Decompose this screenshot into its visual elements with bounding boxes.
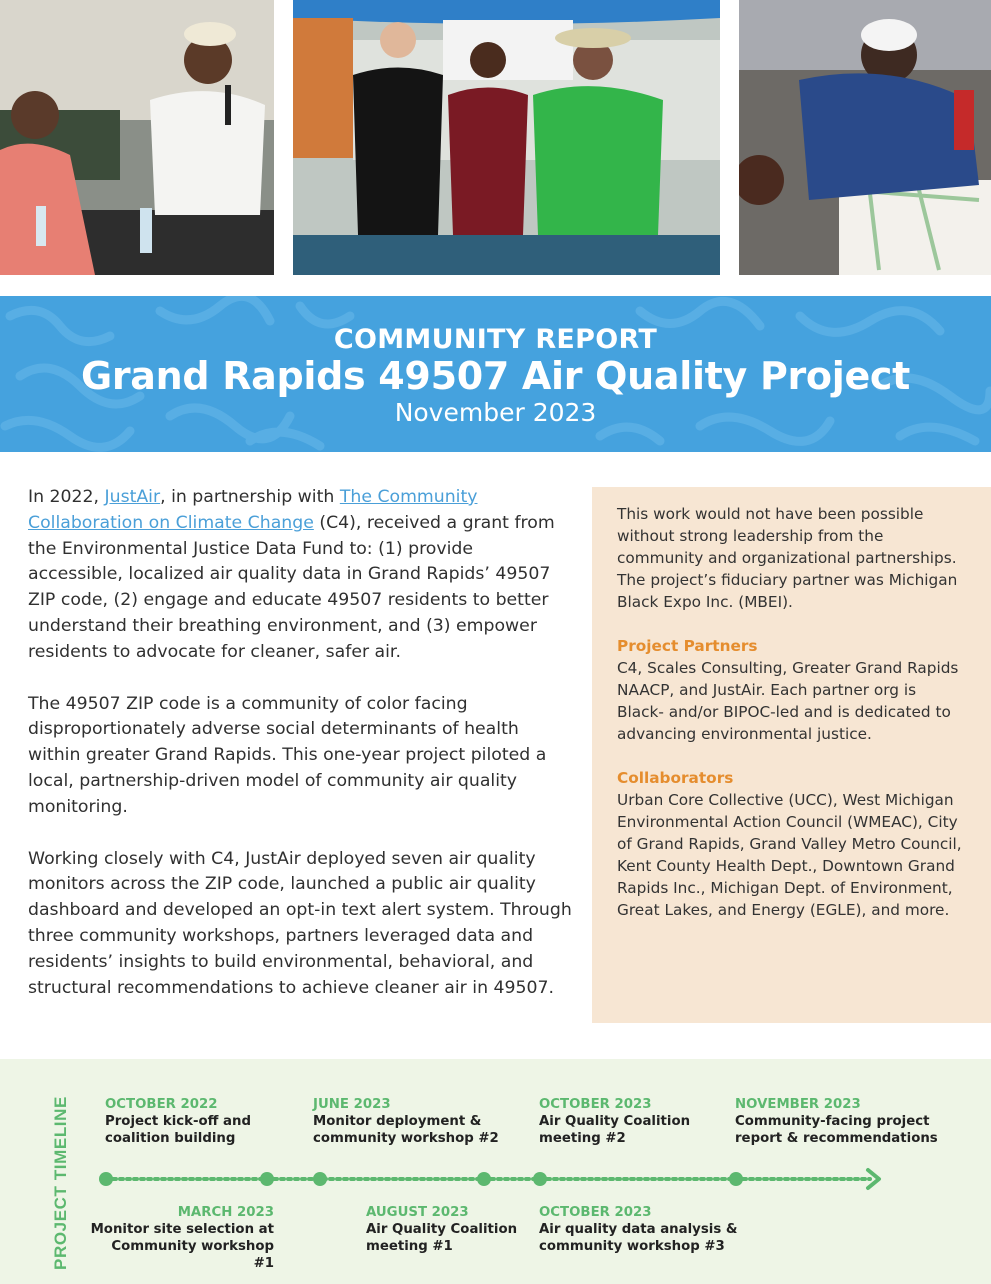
event-desc: community workshop #2 xyxy=(313,1131,499,1146)
partners-box xyxy=(592,487,991,1023)
text-span: (C4), received a grant from the Environmental Justice Data Fund to: (1) provide accessible, localized air quality data in Grand Rapids’ 49507 ZIP code, (2) engage and educate 49507 residents to better understand their breathing environment, and (3) empower residents to advocate for cleaner, safer air. xyxy=(28,512,555,662)
report-date: November 2023 xyxy=(394,398,597,427)
timeline-dot xyxy=(533,1172,547,1186)
timeline-event xyxy=(539,1096,690,1147)
event-desc: Community workshop #1 xyxy=(111,1239,274,1271)
timeline-event xyxy=(105,1096,251,1147)
event-date: OCTOBER 2023 xyxy=(539,1097,652,1112)
intro-paragraph-3: Working closely with C4, JustAir deployed seven air quality monitors across the ZIP code, launched a public air quality dashboard and developed an opt-in text alert system. Through three community workshops, partners leveraged data and residents’ insights to build environmental, behavioral, and structural recommendations to achieve cleaner air in 49507. xyxy=(28,848,572,998)
intro-paragraph-2: The 49507 ZIP code is a community of color facing disproportionately adverse social determinants of health within greater Grand Rapids. This one-year project piloted a local, partnership-driven model of community air quality monitoring. xyxy=(28,693,547,817)
intro-paragraph-1 xyxy=(28,485,573,666)
text-span: , in partnership with xyxy=(160,487,340,507)
timeline-dot xyxy=(477,1172,491,1186)
collaborators-text: Urban Core Collective (UCC), West Michigan Environmental Action Council (WMEAC), City of Grand Rapids, Grand Valley Metro Council, Kent County Health Dept., Downtown Grand Rapids Inc., Michigan Dept. of Environment, Great Lakes, and Energy (EGLE), and more. xyxy=(617,791,962,919)
intro-text xyxy=(28,485,573,1027)
timeline-event xyxy=(313,1096,499,1147)
text-span: In 2022, xyxy=(28,487,105,507)
report-kicker: COMMUNITY REPORT xyxy=(333,324,658,355)
timeline-dot xyxy=(99,1172,113,1186)
page-title: Grand Rapids 49507 Air Quality Project xyxy=(80,354,911,398)
event-desc: coalition building xyxy=(105,1131,236,1146)
event-desc: Air Quality Coalition xyxy=(366,1222,518,1237)
timeline-event xyxy=(90,1204,274,1272)
timeline-dot xyxy=(260,1172,274,1186)
timeline-label: PROJECT TIMELINE xyxy=(51,1096,70,1270)
photo-three-men-at-table xyxy=(293,0,720,275)
event-desc: Project kick-off and xyxy=(105,1114,252,1129)
photo-map-activity xyxy=(739,0,991,275)
partners-text: C4, Scales Consulting, Greater Grand Rapids NAACP, and JustAir. Each partner org is Black- and/or BIPOC-led and is dedicated to advancing environmental justice. xyxy=(617,659,959,743)
c4-link[interactable]: The Community Collaboration on Climate Change xyxy=(28,487,478,533)
event-date: AUGUST 2023 xyxy=(366,1205,469,1220)
event-date: JUNE 2023 xyxy=(313,1097,391,1112)
event-desc: Air quality data analysis & xyxy=(539,1222,738,1237)
timeline-event xyxy=(366,1204,517,1255)
event-desc: report & recommendations xyxy=(735,1131,938,1146)
timeline-dot xyxy=(313,1172,327,1186)
event-date: OCTOBER 2023 xyxy=(539,1205,652,1220)
partners-heading: Project Partners xyxy=(617,637,758,655)
event-date: MARCH 2023 xyxy=(177,1205,274,1220)
timeline-dot xyxy=(729,1172,743,1186)
justair-link[interactable]: JustAir xyxy=(104,487,161,507)
event-desc: meeting #1 xyxy=(366,1239,453,1254)
event-desc: community workshop #3 xyxy=(539,1239,725,1254)
event-desc: Air Quality Coalition xyxy=(539,1114,691,1129)
sidebox-intro: This work would not have been possible without strong leadership from the community and organizational partnerships. The project’s fiduciary partner was Michigan Black Expo Inc. (MBEI). xyxy=(617,505,958,611)
event-desc: meeting #2 xyxy=(539,1131,626,1146)
timeline-event xyxy=(735,1096,938,1147)
event-date: OCTOBER 2022 xyxy=(105,1097,218,1112)
timeline-event xyxy=(539,1204,737,1255)
event-desc: Monitor site selection at xyxy=(90,1222,274,1237)
photo-workshop-speaker xyxy=(0,0,274,275)
event-desc: Community-facing project xyxy=(735,1114,930,1129)
event-desc: Monitor deployment & xyxy=(313,1114,482,1129)
collaborators-heading: Collaborators xyxy=(617,769,734,787)
event-date: NOVEMBER 2023 xyxy=(735,1097,861,1112)
project-timeline xyxy=(0,1059,991,1284)
title-banner xyxy=(0,296,991,452)
